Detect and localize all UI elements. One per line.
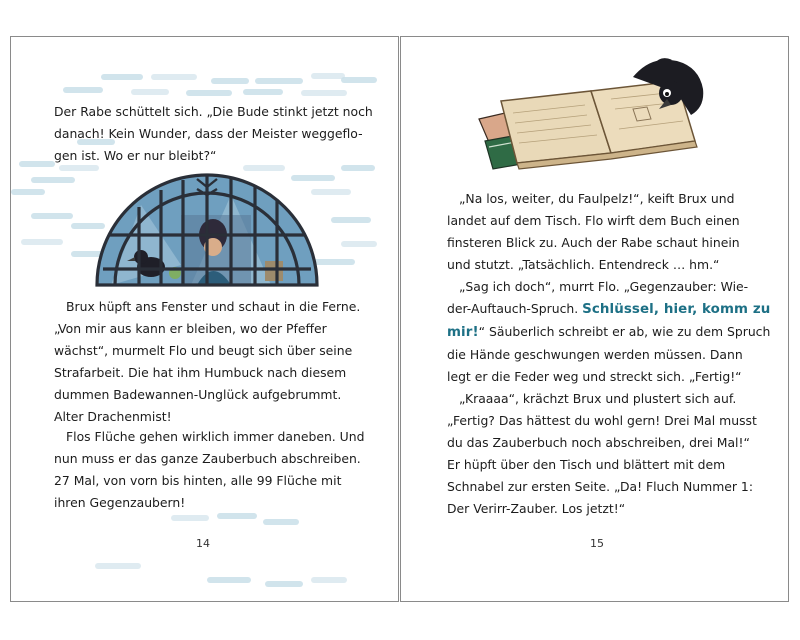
text-line: gen ist. Wo er nur bleibt?“ — [54, 148, 217, 163]
text-span: der-Auftauch-Spruch. — [447, 301, 583, 316]
brick-decoration — [207, 577, 251, 583]
text-line: Der Rabe schüttelt sich. „Die Bude stinkt jetzt noch — [54, 104, 373, 119]
left-paragraph-1 — [54, 101, 373, 167]
text-line: 27 Mal, von vorn bis hinten, alle 99 Flüche mit — [54, 473, 342, 488]
text-line: finsteren Blick zu. Auch der Rabe schaut hinein — [447, 235, 740, 250]
brick-decoration — [263, 519, 299, 525]
book-raven-illustration — [401, 37, 789, 177]
text-line: landet auf dem Tisch. Flo wirft dem Buch einen — [447, 213, 740, 228]
text-line: Brux hüpft ans Fenster und schaut in die Ferne. — [66, 299, 361, 314]
brick-decoration — [265, 581, 303, 587]
text-line: „Sag ich doch“, murrt Flo. „Gegenzauber: Wie- — [459, 279, 749, 294]
text-line: nun muss er das ganze Zauberbuch abschreiben. — [54, 451, 361, 466]
window-illustration — [11, 165, 399, 285]
text-line: die Hände geschwungen werden müssen. Dann — [447, 347, 743, 362]
brick-decoration — [95, 563, 141, 569]
left-paragraph-3 — [54, 426, 364, 514]
right-text — [447, 188, 770, 520]
text-line: Alter Drachenmist! — [54, 409, 172, 424]
brick-decoration — [311, 73, 345, 79]
text-line: Er hüpft über den Tisch und blättert mit dem — [447, 457, 726, 472]
spell-text: mir! — [447, 325, 479, 340]
brick-decoration — [301, 90, 347, 96]
spell-line — [447, 321, 770, 344]
text-line: Flos Flüche gehen wirklich immer daneben. Und — [66, 429, 365, 444]
text-line: Der Verirr-Zauber. Los jetzt!“ — [447, 501, 626, 516]
brick-decoration — [255, 78, 303, 84]
left-paragraph-2 — [54, 296, 360, 428]
spell-line — [447, 298, 770, 321]
brick-decoration — [131, 89, 169, 95]
text-line: danach! Kein Wunder, dass der Meister weggeflo- — [54, 126, 363, 141]
text-line: Schnabel zur ersten Seite. „Da! Fluch Nummer 1: — [447, 479, 753, 494]
brick-decoration — [63, 87, 103, 93]
text-line: dummen Badewannen-Unglück aufgebrummt. — [54, 387, 342, 402]
text-line: und stutzt. „Tatsächlich. Entendreck … hm.“ — [447, 257, 720, 272]
brick-decoration — [101, 74, 143, 80]
page-number: 14 — [196, 537, 210, 550]
text-line: Strafarbeit. Die hat ihm Humbuck nach diesem — [54, 365, 347, 380]
brick-decoration — [171, 515, 209, 521]
page-number: 15 — [590, 537, 604, 550]
text-line: legt er die Feder weg und streckt sich. „Fertig!“ — [447, 369, 742, 384]
text-line: „Fertig? Das hättest du wohl gern! Drei Mal musst — [447, 413, 757, 428]
text-line: wächst“, murmelt Flo und beugt sich über seine — [54, 343, 353, 358]
brick-decoration — [341, 77, 377, 83]
brick-decoration — [243, 89, 283, 95]
right-page — [400, 36, 789, 602]
text-span: “ Säuberlich schreibt er ab, wie zu dem Spruch — [478, 324, 771, 339]
left-page — [10, 36, 399, 602]
text-line: „Na los, weiter, du Faulpelz!“, keift Brux und — [459, 191, 735, 206]
text-line: „Von mir aus kann er bleiben, wo der Pfeffer — [54, 321, 327, 336]
brick-decoration — [151, 74, 197, 80]
text-line: du das Zauberbuch noch abschreiben, drei Mal!“ — [447, 435, 750, 450]
brick-decoration — [211, 78, 249, 84]
text-line: „Kraaaa“, krächzt Brux und plustert sich auf. — [459, 391, 737, 406]
brick-decoration — [186, 90, 232, 96]
brick-decoration — [311, 577, 347, 583]
text-line: ihren Gegenzaubern! — [54, 495, 186, 510]
spell-text: Schlüssel, hier, komm zu — [582, 302, 771, 317]
